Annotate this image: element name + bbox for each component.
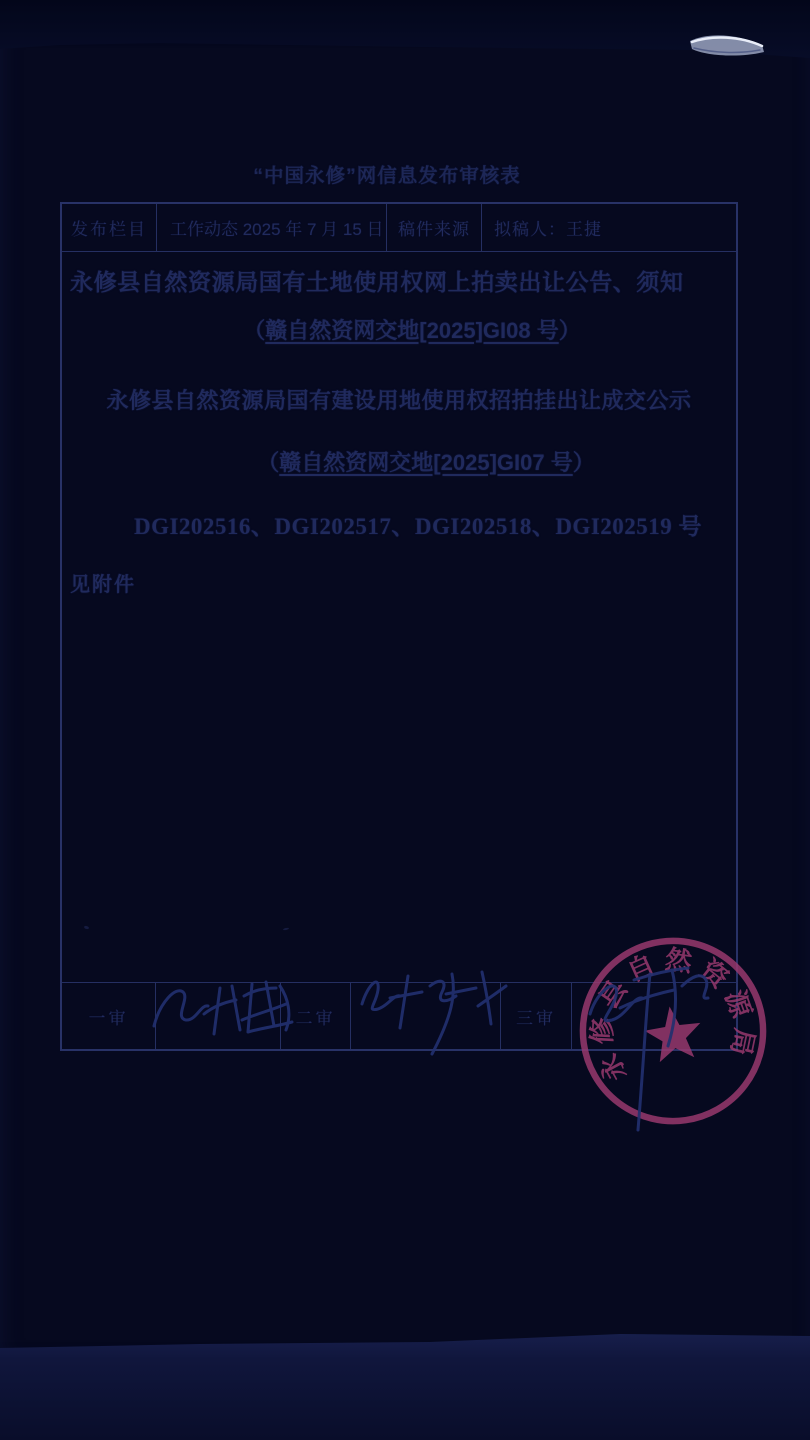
parcel-numbers: DGI202516、DGI202517、DGI202518、DGI202519 号: [133, 514, 703, 539]
document-title: “中国永修”网信息发布审核表: [253, 165, 521, 187]
doc-number-gi07-text: 赣自然资网交地[2025]GI07 号: [279, 450, 573, 475]
paper-clip: [686, 29, 768, 63]
first-review-signature: [148, 976, 303, 1056]
drafter-value: 拟稿人：王捷: [494, 220, 602, 239]
attachment-note: 见附件: [70, 574, 136, 596]
transaction-publicity-title: 永修县自然资源局国有建设用地使用权招拍挂出让成交公示: [106, 388, 692, 413]
paren-close: ）: [572, 450, 595, 475]
doc-number-gi07: [62, 446, 736, 477]
first-review-label: 一审: [62, 983, 156, 1049]
publish-column-label: 发布栏目: [62, 204, 157, 251]
third-review-label: 三审: [501, 983, 572, 1049]
seal-text: 永修县自然资源局: [586, 944, 761, 1087]
paren-open: （: [243, 318, 266, 343]
second-review-signature: [348, 966, 513, 1066]
third-review-signature: [578, 952, 743, 1147]
paren-close: ）: [558, 318, 581, 343]
source-label: 稿件来源: [387, 204, 482, 251]
form-content-cell: [62, 252, 736, 983]
doc-number-gi08: [62, 314, 736, 345]
second-review-label: 二审: [281, 983, 351, 1049]
review-form-table: [60, 202, 738, 1051]
doc-number-gi08-text: 赣自然资网交地[2025]GI08 号: [265, 318, 559, 343]
publish-column-value: 工作动态 2025 年 7 月 15 日: [157, 204, 387, 251]
auction-announcement-title: 永修县自然资源局国有土地使用权网上拍卖出让公告、须知: [70, 269, 684, 295]
form-header-row: [62, 204, 736, 252]
paren-open: （: [257, 450, 280, 475]
